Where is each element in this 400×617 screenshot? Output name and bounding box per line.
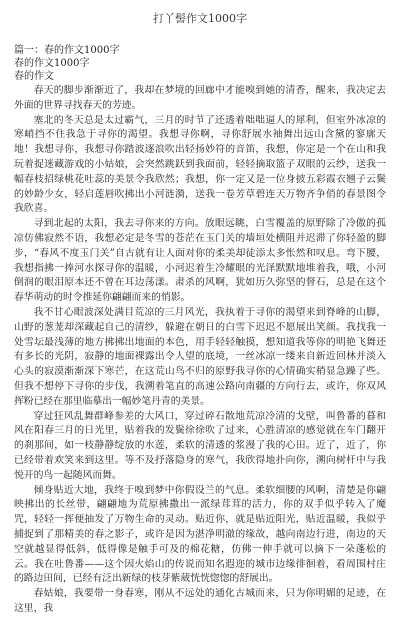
- section-label: 篇一：春的作文1000字: [14, 45, 120, 56]
- paragraph: 我不甘心眼波深处满目荒凉的三月风光，我执着于寻你的渴望来到脊峰的山脚，山野的葱茏却深藏起自己的清纱，躲避在朝日的白雪下迟迟不愿展出笑颜。我找我一处雪坛最浅薄的地方拂拂出地面的本色，用手轻轻触摸，想知道我等你的明艳飞舞还有多长的光阴，寂静的地面裸露出令人望的底境，一丝冰凉一缕来自新近回林并淡入心头的寂漠渐渐深下寒芒，在这荒山鸟不归的原野我寻你的心情确实稍显急躁了些。但我不想停下寻你的步伐，我溯着笔直的高速公路向南疆的方向行去，或许，你双风挥粉已经在那里临摹出一幅妙笔丹青的美景。: [14, 306, 386, 407]
- paragraph: 塞北的冬天总是太过霸气，三月的时节了还透着咄咄逼人的犀利，但室外冰凉的寒峭挡不住我急于寻你的渴望。我想寻你啊，寻你舒展水袖舞出远山含黛的寥廓天地！我想寻你，我想寻你踏波逐浪吹出轻扬妙符的音笛，我想，你定是一个在山和我玩着捉迷藏游戏的小姑娘，会突然跳跃到我面前，轻轻摘取篮子双眼的云纱，送我一幅春枝招绿桃花吐蕊的美景令我欣然；我想，你一定又是一位身披五彩霞衣翘子云鬓的妙龄少女，轻启莲唇吹拂出小河涟漪，送我一卷芳草碧连天万物齐争俏的春景图令我欣喜。: [14, 114, 386, 215]
- paragraph: 春姑娘，我要带一身春寒，刚从不远处的通化古城而来，只为你明媚的足迹，在这里，我: [14, 588, 386, 614]
- document-title: 打丫髻作文1000字: [153, 12, 247, 25]
- paragraph: 穿过狂风乱舞群峰参差的大风口，穿过碎石散地荒凉冷清的戈壁，叫鲁番的暮和风在阳春三月的日光里，贴着我的发鬓徐徐吹了过来，心胜清凉的感觉就在车门翻开的刹那间，如一枝静静绽放的水莲，柔软的清透的浆漫了我的心田。近了，近了，你已经带着欢笑来到这里。等不及抒落隐身的寒气，我欣得地扑向你，溯向树杆中与我悦开的鸟一起随风而舞。: [14, 410, 386, 481]
- document-subtitle: 春的作文1000字: [14, 58, 90, 69]
- essay-heading: 春的作文: [14, 71, 54, 82]
- paragraph: 春天的脚步渐渐近了，我却在梦境的回廊中才能嗅到她的清香，醒来，我决定去外面的世界寻找春天的芳迹。: [14, 85, 386, 111]
- paragraph: 寻到北起的太阳，我去寻你来的方向。放眼远眺，白雪覆盖的原野除了冷傲的孤凉仿佛寂然不语，我想必定是冬雪的苍茫在玉门关的墙垣处横阻并迟滞了你轻盈的脚步，“春风不度玉门关”自古就有让人面对你的柔美却徒添太多怅然和叹息。弯下腰，我想指拂一捧河水探寻你的温暖，小河迟着生冷耀眼的光泽默默地堆着我，哦，小河倒润的眼泪原本还不曾在耳边荡漾。肃杀的风啊，犹如历久弥坚的督石，总是在这个春华萌动的时令推延你翩翩而来的悄影。: [14, 218, 386, 304]
- paragraph: 倾身贴近大地，我终于嗅到梦中你假设兰的气息。柔软细腰的风啊，清楚是你翩映拂出的长丝带，翩翩地为荒原拂撒出一派绿茸茸的活力，你的双手似乎转入了魔咒，轻轻一挥便抽发了万物生命的灵动。贴近你，就是贴近阳光，贴近温暖，我似乎捕捉到了那精美的春之影子，或许是因为湛净明澈的缘故，越向南边行进，南边的天空就越显得低斜，低得像是触手可及的棉花糖，仿佛一伸手就可以摘下一朵蓬松的云。我在吐鲁番——这个因火焰山的传说而知名遐迩的城市边缘徘徊着，看周围村庄的路边田间，已经有泛出新绿的枝芽紫葳恍恍惚惚的舒展出。: [14, 484, 386, 585]
